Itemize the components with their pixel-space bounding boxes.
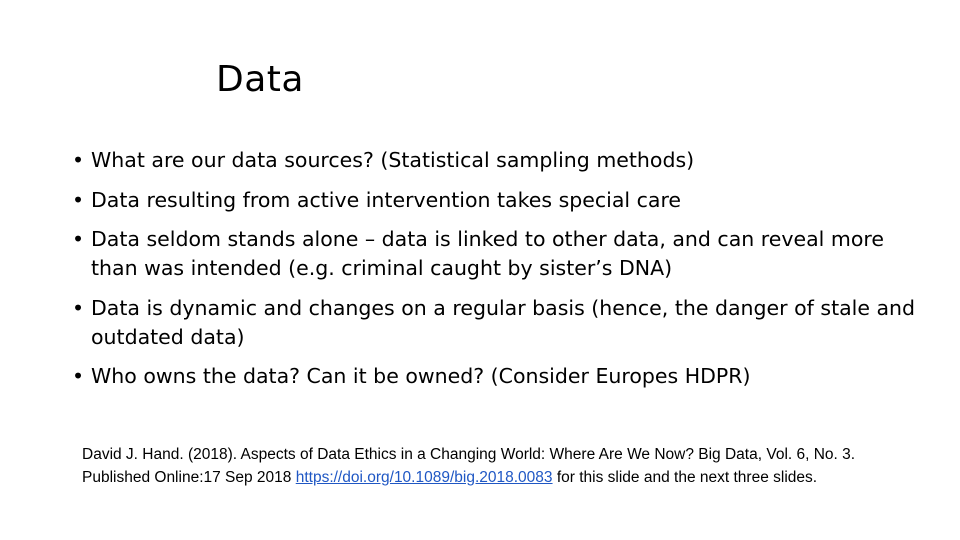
bullet-dot-icon: • [72,295,85,320]
bullet-item [72,225,932,283]
bullet-item [72,362,932,391]
reference-text: David J. Hand. (2018). Aspects of Data Ethics in a Changing World: Where Are We Now? Big Data, Vol. 6, No. 3. Published Online:17 Sep 2018 [82,446,856,486]
doi-link[interactable]: https://doi.org/10.1089/big.2018.0083 [295,468,553,486]
bullet-text: Data is dynamic and changes on a regular basis (hence, the danger of stale and outdated data) [91,295,916,349]
bullet-dot-icon: • [72,187,85,212]
bullet-dot-icon: • [72,227,85,251]
bullet-dot-icon: • [72,364,85,388]
reference-text-tail: for this slide and the next three slides. [552,468,818,486]
bullet-text: Data resulting from active intervention takes special care [91,187,682,212]
bullet-item [72,186,932,215]
bullet-item [72,146,932,175]
bullet-list [72,146,932,402]
bullet-dot-icon: • [72,148,85,172]
bullet-item [72,294,932,352]
bullet-text: Who owns the data? Can it be owned? (Consider Europes HDPR) [91,364,751,388]
bullet-text: Data seldom stands alone – data is linked to other data, and can reveal more than was intended (e.g. criminal caught by sister’s DNA) [91,227,884,280]
slide-title: Data [216,59,304,100]
bullet-text: What are our data sources? (Statistical sampling methods) [91,148,695,172]
reference-citation [82,444,882,489]
